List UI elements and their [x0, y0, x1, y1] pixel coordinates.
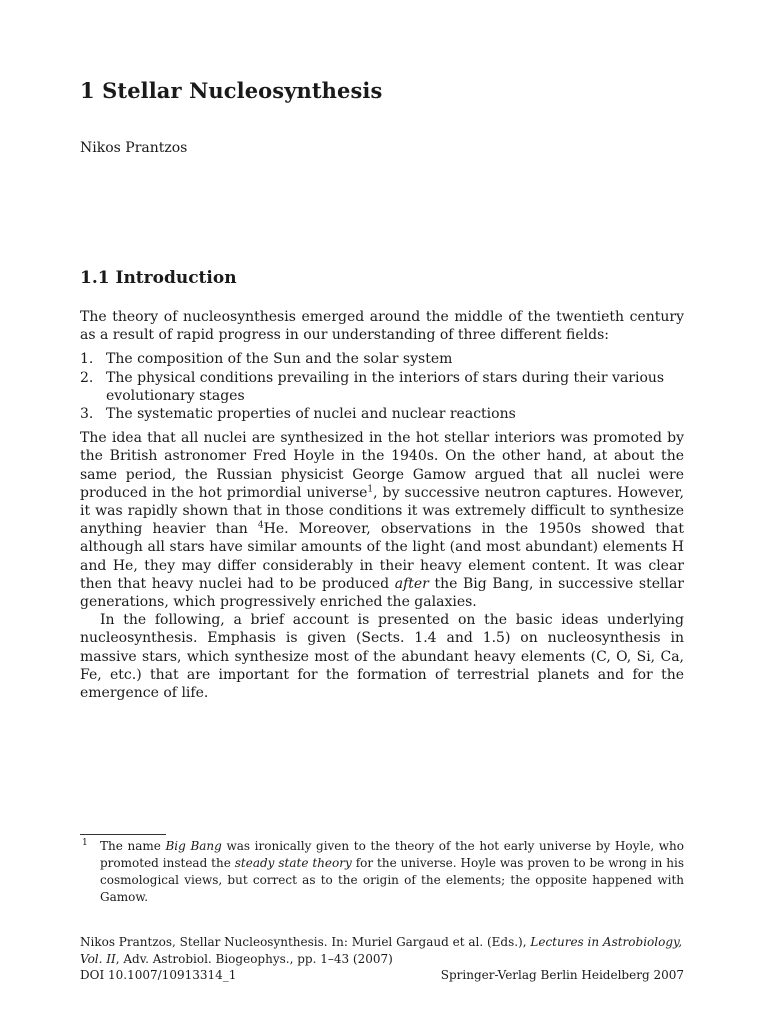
text-run: Nikos Prantzos, Stellar Nucleosynthesis. In: Muriel Gargaud et al. (Eds.), [80, 935, 531, 949]
text-run: was ironically given to the theory of the hot early universe by Hoyle, who promoted instead the [100, 839, 684, 870]
list-item [80, 350, 684, 368]
text-run: The name [100, 839, 166, 853]
list-text: The physical conditions prevailing in the interiors of stars during their various evolutionary stages [106, 369, 665, 404]
doi-row [80, 967, 684, 984]
section-title: 1.1 Introduction [80, 268, 237, 288]
text-run: the Big Bang, in successive stellar generations, which progressively enriched the galaxies. [80, 575, 684, 611]
list-number: 3. [80, 406, 94, 423]
text-run: , Adv. Astrobiol. Biogeophys., pp. 1–43 (2007) [115, 951, 393, 966]
field-list [80, 350, 684, 423]
text-run: for the universe. Hoyle was proven to be wrong in his cosmological views, but correct as to the origin of the elements; the opposite happened with Gamow. [100, 856, 684, 904]
list-number: 2. [80, 369, 94, 386]
chapter-title: 1 Stellar Nucleosynthesis [80, 78, 383, 103]
list-item [80, 369, 684, 405]
footnote-text [100, 838, 684, 906]
footnote-ref[interactable]: 1 [367, 484, 374, 495]
list-text: The systematic properties of nuclei and nuclear reactions [106, 406, 516, 423]
section-body [80, 308, 684, 702]
citation-line [80, 934, 684, 967]
text-run: He. Moreover, observations in the 1950s showed that although all stars have similar amounts of the light (and most abundant) elements H and He, they may differ considerably in their heavy element content. It was clear then that heavy nuclei had to be produced [80, 521, 684, 592]
history-paragraph [80, 429, 684, 611]
doi[interactable]: DOI 10.1007/10913314_1 [80, 968, 237, 982]
footnote-mark: 1 [82, 838, 88, 848]
isotope-superscript: 4 [257, 520, 264, 531]
list-text: The composition of the Sun and the solar system [106, 351, 453, 368]
publisher: Springer-Verlag Berlin Heidelberg 2007 [440, 968, 684, 982]
list-number: 1. [80, 351, 94, 368]
footnote-divider [80, 834, 166, 835]
author-name: Nikos Prantzos [80, 140, 188, 156]
citation-imprint [80, 934, 684, 984]
emphasis: steady state theory [234, 856, 352, 870]
intro-paragraph: The theory of nucleosynthesis emerged around the middle of the twentieth century as a result of rapid progress in our understanding of three different fields: [80, 309, 684, 344]
overview-paragraph: In the following, a brief account is presented on the basic ideas underlying nucleosynthesis. Emphasis is given (Sects. 1.4 and 1.5) on nucleosynthesis in massive stars, which synthesize most of the abundant heavy elements (C, O, Si, Ca, Fe, etc.) that are important for the formation of terrestrial planets and for the emergence of life. [80, 612, 684, 702]
text-run: The idea that all nuclei are synthesized in the hot stellar interiors was promoted by the British astronomer Fred Hoyle in the 1940s. On the other hand, at about the same period, the Russian physicist George Gamow argued that all nuclei were produced in the hot primordial universe [80, 430, 684, 501]
emphasis: Big Bang [165, 839, 222, 853]
book-title: Lectures in Astrobiology, Vol. II [80, 935, 683, 966]
list-item [80, 405, 684, 423]
emphasis: after [394, 575, 429, 592]
footnote [80, 838, 684, 906]
text-run: , by successive neutron captures. However, it was rapidly shown that in those conditions it was extremely difficult to synthesize anything heavier than [80, 484, 684, 538]
